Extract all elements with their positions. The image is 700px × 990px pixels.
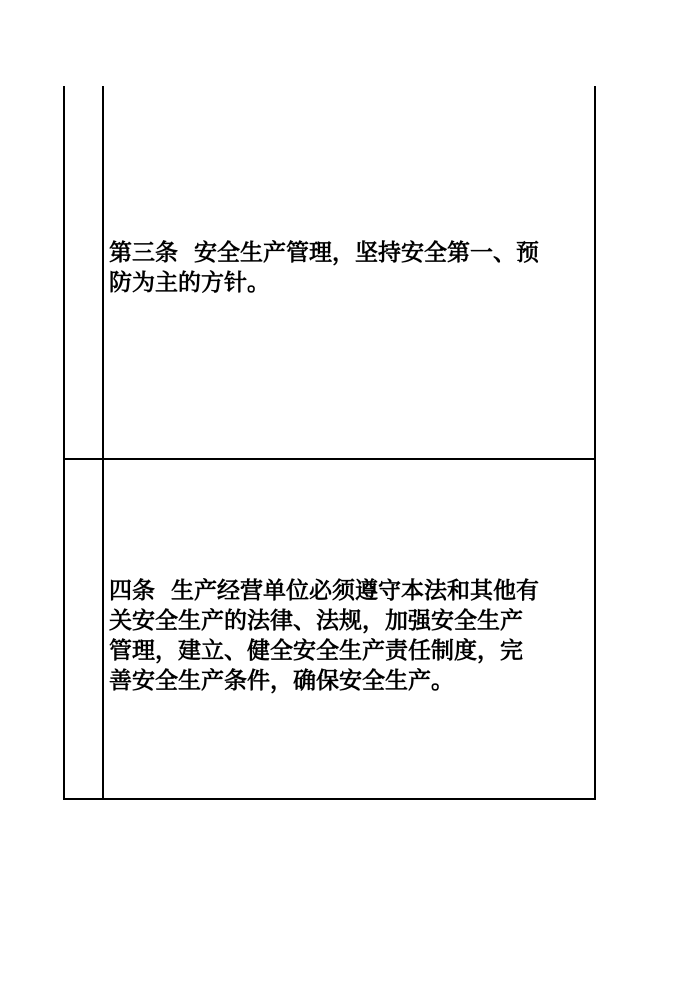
article-3-text: 第三条 安全生产管理，坚持安全第一、预 防为主的方针。: [109, 239, 540, 296]
table-border-right: [594, 86, 596, 800]
document-table: [63, 86, 596, 800]
table-border-bottom: [63, 798, 596, 800]
table-row: [104, 86, 594, 458]
table-row: [104, 460, 594, 798]
table-border-left: [63, 86, 65, 800]
article-4-text: 四条 生产经营单位必须遵守本法和其他有 关安全生产的法律、法规，加强安全生产 管理，建立、健全安全生产责任制度，完 善安全生产条件，确保安全生产。: [109, 578, 540, 694]
